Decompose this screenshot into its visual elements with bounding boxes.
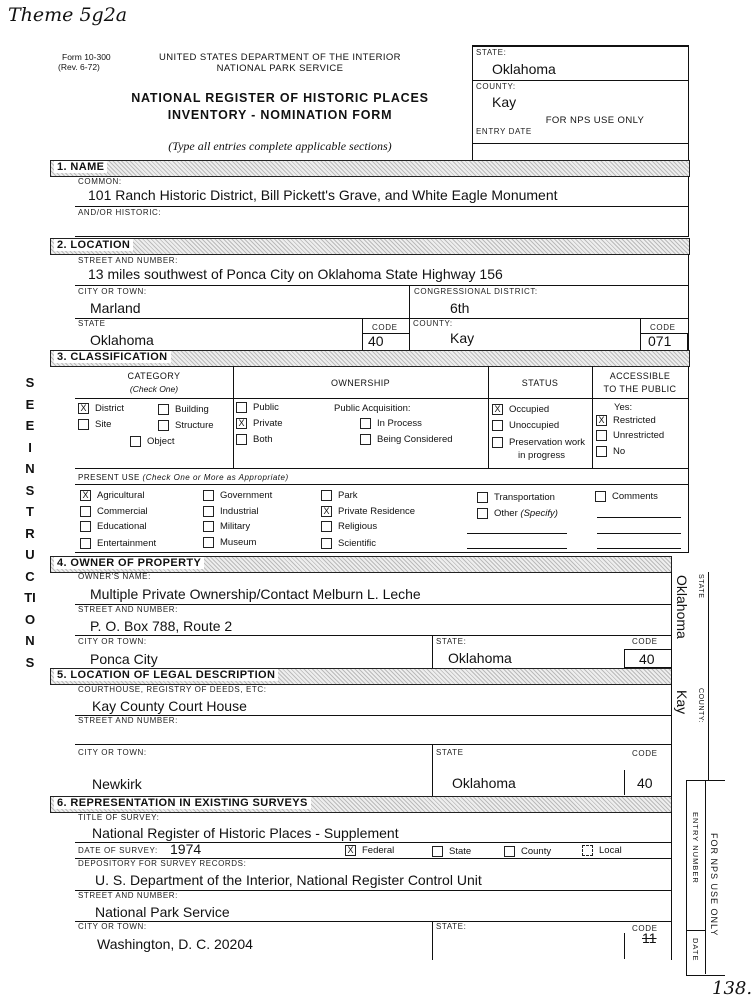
- owner-street-value: P. O. Box 788, Route 2: [90, 618, 233, 634]
- use-museum-label: Museum: [220, 537, 257, 549]
- category-building-option[interactable]: [158, 404, 209, 415]
- category-site-label: Site: [95, 419, 112, 431]
- ownership-public-option[interactable]: [236, 402, 279, 413]
- category-heading: CATEGORY: [127, 371, 181, 381]
- handwritten-page-number: 138.: [712, 978, 753, 999]
- acquisition-in-process-checkbox[interactable]: [360, 418, 371, 429]
- header-county-label: COUNTY:: [476, 82, 516, 91]
- status-unoccupied-option[interactable]: [492, 420, 559, 431]
- status-occupied-label: Occupied: [509, 404, 550, 416]
- status-unoccupied-label: Unoccupied: [509, 420, 560, 432]
- use-commercial-label: Commercial: [97, 506, 148, 518]
- section-2-header: [50, 238, 690, 255]
- use-agricultural-option[interactable]: [80, 490, 145, 501]
- location-state-label: STATE: [78, 319, 106, 328]
- category-structure-option[interactable]: [158, 420, 214, 431]
- use-commercial-option[interactable]: [80, 506, 148, 517]
- use-agricultural-label: Agricultural: [97, 490, 145, 502]
- use-educational-option[interactable]: [80, 521, 147, 532]
- location-county-code-label: CODE: [650, 323, 676, 332]
- use-religious-label: Religious: [338, 521, 378, 533]
- use-private-residence-label: Private Residence: [338, 506, 416, 518]
- use-transportation-checkbox[interactable]: [477, 492, 488, 503]
- department-line-1: UNITED STATES DEPARTMENT OF THE INTERIOR: [159, 52, 401, 63]
- section-3-body: [75, 366, 689, 553]
- depository-code-label: CODE: [632, 924, 658, 933]
- use-government-label: Government: [220, 490, 273, 502]
- use-educational-label: Educational: [97, 521, 147, 533]
- category-district-checkbox[interactable]: X: [78, 403, 89, 414]
- use-entertainment-label: Entertainment: [97, 538, 157, 550]
- survey-federal-label: Federal: [362, 845, 395, 857]
- ownership-both-label: Both: [253, 434, 273, 446]
- use-private-residence-checkbox[interactable]: X: [321, 506, 332, 517]
- section-1-title: 1. NAME: [54, 161, 107, 173]
- use-agricultural-checkbox[interactable]: X: [80, 490, 91, 501]
- category-district-label: District: [95, 403, 125, 415]
- section-4-header: [50, 556, 672, 573]
- depository-state-label: STATE:: [436, 922, 467, 931]
- ownership-private-option[interactable]: [236, 418, 283, 429]
- courthouse-label: COURTHOUSE, REGISTRY OF DEEDS, ETC:: [78, 685, 267, 694]
- accessible-heading-2: TO THE PUBLIC: [603, 384, 677, 394]
- side-state-label: STATE: [697, 574, 704, 599]
- accessible-restricted-checkbox[interactable]: X: [596, 415, 607, 426]
- use-scientific-option[interactable]: [321, 538, 376, 549]
- status-preservation-option[interactable]: [492, 437, 585, 448]
- use-military-option[interactable]: [203, 521, 250, 532]
- category-site-checkbox[interactable]: [78, 419, 89, 430]
- survey-county-checkbox[interactable]: [504, 846, 515, 857]
- survey-title-value: National Register of Historic Places - Supplement: [92, 825, 399, 841]
- historic-name-label: AND/OR HISTORIC:: [78, 208, 162, 217]
- use-scientific-label: Scientific: [338, 538, 377, 550]
- use-commercial-checkbox[interactable]: [80, 506, 91, 517]
- section-4-title: 4. OWNER OF PROPERTY: [54, 557, 204, 569]
- use-government-checkbox[interactable]: [203, 490, 214, 501]
- status-preservation-label-2: in progress: [518, 450, 565, 461]
- present-use-label: PRESENT USE (Check One or More as Appropriate): [78, 473, 289, 482]
- survey-date-label: DATE OF SURVEY:: [78, 846, 158, 855]
- legal-city-label: CITY OR TOWN:: [78, 748, 147, 757]
- ownership-public-label: Public: [253, 402, 279, 414]
- common-name-label: COMMON:: [78, 177, 122, 186]
- accessible-no-checkbox[interactable]: [596, 446, 607, 457]
- use-private-residence-option[interactable]: [321, 506, 415, 517]
- survey-county-option[interactable]: [504, 846, 551, 857]
- present-use-sublabel: (Check One or More as Appropriate): [142, 473, 289, 482]
- accessible-restricted-option[interactable]: [596, 415, 656, 426]
- legal-city-value: Newkirk: [92, 776, 142, 792]
- use-religious-option[interactable]: [321, 521, 377, 532]
- category-object-option[interactable]: [130, 436, 174, 447]
- category-building-checkbox[interactable]: [158, 404, 169, 415]
- use-other-option[interactable]: [477, 508, 558, 519]
- use-transportation-label: Transportation: [494, 492, 555, 504]
- status-occupied-option[interactable]: [492, 404, 549, 415]
- survey-state-option[interactable]: [432, 846, 471, 857]
- use-museum-checkbox[interactable]: [203, 537, 214, 548]
- survey-state-label: State: [449, 846, 472, 858]
- category-building-label: Building: [175, 404, 209, 416]
- status-occupied-checkbox[interactable]: X: [492, 404, 503, 415]
- legal-state-value: Oklahoma: [452, 775, 516, 791]
- legal-code-value: 40: [637, 775, 653, 791]
- section-1-header: [50, 160, 690, 177]
- use-park-option[interactable]: [321, 490, 358, 501]
- side-state-value: Oklahoma: [674, 575, 690, 639]
- ownership-heading: OWNERSHIP: [330, 378, 391, 388]
- owner-state-value: Oklahoma: [448, 650, 512, 666]
- accessible-no-option[interactable]: [596, 446, 625, 457]
- form-instructions: (Type all entries complete applicable sections): [168, 139, 392, 153]
- public-acquisition-label: Public Acquisition:: [334, 403, 411, 414]
- location-state-value: Oklahoma: [90, 332, 154, 348]
- owner-city-value: Ponca City: [90, 651, 158, 667]
- location-state-code-value: 40: [368, 333, 384, 349]
- survey-federal-checkbox[interactable]: X: [345, 845, 356, 856]
- use-entertainment-option[interactable]: [80, 538, 156, 549]
- side-instructions-text: SEE INSTRUCTIONS: [24, 375, 36, 670]
- depository-city-label: CITY OR TOWN:: [78, 922, 147, 931]
- acquisition-being-considered-label: Being Considered: [377, 434, 453, 446]
- side-entry-number-label: ENTRY NUMBER: [691, 812, 700, 884]
- depository-value: U. S. Department of the Interior, National Register Control Unit: [95, 872, 482, 888]
- location-county-value: Kay: [450, 330, 475, 346]
- depository-code-value: 11: [642, 930, 657, 946]
- location-city-label: CITY OR TOWN:: [78, 287, 147, 296]
- accessible-unrestricted-option[interactable]: [596, 430, 664, 441]
- location-county-label: COUNTY:: [413, 319, 453, 328]
- survey-date-value: 1974: [170, 841, 202, 857]
- accessible-yes-label: Yes:: [614, 402, 633, 413]
- use-museum-option[interactable]: [203, 537, 256, 548]
- accessible-no-label: No: [613, 446, 626, 458]
- category-subheading: (Check One): [129, 384, 179, 394]
- ownership-private-label: Private: [253, 418, 283, 430]
- side-county-value: Kay: [674, 690, 690, 715]
- use-religious-checkbox[interactable]: [321, 521, 332, 532]
- side-nps-use-only: FOR NPS USE ONLY: [709, 833, 719, 937]
- use-park-label: Park: [338, 490, 358, 502]
- section-5-header: [50, 668, 672, 685]
- depository-city-value: Washington, D. C. 20204: [97, 936, 253, 952]
- header-nps-use-only: FOR NPS USE ONLY: [545, 115, 645, 126]
- category-object-label: Object: [147, 436, 175, 448]
- use-scientific-checkbox[interactable]: [321, 538, 332, 549]
- congressional-district-value: 6th: [450, 300, 470, 316]
- status-unoccupied-checkbox[interactable]: [492, 420, 503, 431]
- legal-code-label: CODE: [632, 749, 658, 758]
- header-county-value: Kay: [492, 94, 517, 110]
- section-6-title: 6. REPRESENTATION IN EXISTING SURVEYS: [54, 797, 311, 809]
- depository-street-label: STREET AND NUMBER:: [78, 891, 178, 900]
- status-preservation-label: Preservation work: [509, 437, 586, 449]
- survey-title-label: TITLE OF SURVEY:: [78, 813, 160, 822]
- accessible-heading-1: ACCESSIBLE: [609, 371, 671, 381]
- survey-county-label: County: [521, 846, 552, 858]
- section-6-header: [50, 796, 672, 813]
- legal-state-label: STATE: [436, 748, 464, 757]
- courthouse-value: Kay County Court House: [92, 698, 247, 714]
- location-street-value: 13 miles southwest of Ponca City on Oklahoma State Highway 156: [88, 266, 503, 282]
- owner-state-label: STATE:: [436, 637, 467, 646]
- owner-city-label: CITY OR TOWN:: [78, 637, 147, 646]
- owner-code-value: 40: [639, 651, 655, 667]
- header-state-label: STATE:: [476, 48, 507, 57]
- location-city-value: Marland: [90, 300, 141, 316]
- side-see-instructions: [20, 372, 40, 673]
- use-other-specify: (Specify): [520, 508, 558, 520]
- ownership-both-option[interactable]: [236, 434, 273, 445]
- depository-street-value: National Park Service: [95, 904, 230, 920]
- header-entry-date-label: ENTRY DATE: [476, 127, 532, 136]
- ownership-both-checkbox[interactable]: [236, 434, 247, 445]
- use-comments-label: Comments: [612, 491, 658, 503]
- form-title-line-1: NATIONAL REGISTER OF HISTORIC PLACES: [131, 91, 429, 105]
- location-state-code-label: CODE: [372, 323, 398, 332]
- use-other-checkbox[interactable]: [477, 508, 488, 519]
- ownership-public-checkbox[interactable]: [236, 402, 247, 413]
- depository-label: DEPOSITORY FOR SURVEY RECORDS:: [78, 859, 247, 868]
- acquisition-in-process-option[interactable]: [360, 418, 422, 429]
- section-3-title: 3. CLASSIFICATION: [54, 351, 171, 363]
- accessible-unrestricted-label: Unrestricted: [613, 430, 665, 442]
- owner-code-label: CODE: [632, 637, 658, 646]
- category-structure-checkbox[interactable]: [158, 420, 169, 431]
- form-revision: (Rev. 6-72): [58, 62, 100, 72]
- form-number: Form 10-300: [62, 52, 111, 62]
- use-comments-checkbox[interactable]: [595, 491, 606, 502]
- side-county-label: COUNTY:: [697, 688, 704, 724]
- survey-federal-option[interactable]: [345, 845, 394, 856]
- use-industrial-label: Industrial: [220, 506, 259, 518]
- common-name-value: 101 Ranch Historic District, Bill Pickett's Grave, and White Eagle Monument: [88, 187, 558, 203]
- section-3-header: [50, 350, 690, 367]
- status-heading: STATUS: [521, 378, 559, 388]
- side-date-label: DATE: [691, 938, 700, 962]
- section-5-title: 5. LOCATION OF LEGAL DESCRIPTION: [54, 669, 278, 681]
- category-site-option[interactable]: [78, 419, 111, 430]
- use-other-label: Other: [494, 508, 518, 520]
- use-government-option[interactable]: [203, 490, 272, 501]
- form-title-line-2: INVENTORY - NOMINATION FORM: [167, 108, 393, 122]
- department-line-2: NATIONAL PARK SERVICE: [216, 63, 344, 74]
- owner-street-label: STREET AND NUMBER:: [78, 605, 178, 614]
- location-street-label: STREET AND NUMBER:: [78, 256, 178, 265]
- category-object-checkbox[interactable]: [130, 436, 141, 447]
- category-structure-label: Structure: [175, 420, 214, 432]
- acquisition-being-considered-option[interactable]: [360, 434, 453, 445]
- use-comments-option[interactable]: [595, 491, 658, 502]
- congressional-district-label: CONGRESSIONAL DISTRICT:: [414, 287, 538, 296]
- legal-street-label: STREET AND NUMBER:: [78, 716, 178, 725]
- handwritten-theme-note: Theme 5g2a: [8, 4, 128, 26]
- location-county-code-value: 071: [648, 333, 672, 349]
- accessible-unrestricted-checkbox[interactable]: [596, 430, 607, 441]
- accessible-restricted-label: Restricted: [613, 415, 656, 427]
- survey-local-label: Local: [599, 845, 622, 857]
- owner-name-label: OWNER'S NAME:: [78, 572, 151, 581]
- use-park-checkbox[interactable]: [321, 490, 332, 501]
- ownership-private-checkbox[interactable]: X: [236, 418, 247, 429]
- use-educational-checkbox[interactable]: [80, 521, 91, 532]
- use-industrial-option[interactable]: [203, 506, 259, 517]
- acquisition-in-process-label: In Process: [377, 418, 422, 430]
- header-state-value: Oklahoma: [492, 61, 556, 77]
- status-preservation-checkbox[interactable]: [492, 437, 503, 448]
- survey-local-checkbox[interactable]: [582, 845, 593, 856]
- owner-name-value: Multiple Private Ownership/Contact Melburn L. Leche: [90, 586, 421, 602]
- survey-local-option[interactable]: [582, 845, 622, 856]
- section-2-title: 2. LOCATION: [54, 239, 133, 251]
- use-entertainment-checkbox[interactable]: [80, 538, 91, 549]
- category-district-option[interactable]: [78, 403, 124, 414]
- use-military-checkbox[interactable]: [203, 521, 214, 532]
- use-industrial-checkbox[interactable]: [203, 506, 214, 517]
- use-transportation-option[interactable]: [477, 492, 555, 503]
- survey-state-checkbox[interactable]: [432, 846, 443, 857]
- use-military-label: Military: [220, 521, 251, 533]
- acquisition-being-considered-checkbox[interactable]: [360, 434, 371, 445]
